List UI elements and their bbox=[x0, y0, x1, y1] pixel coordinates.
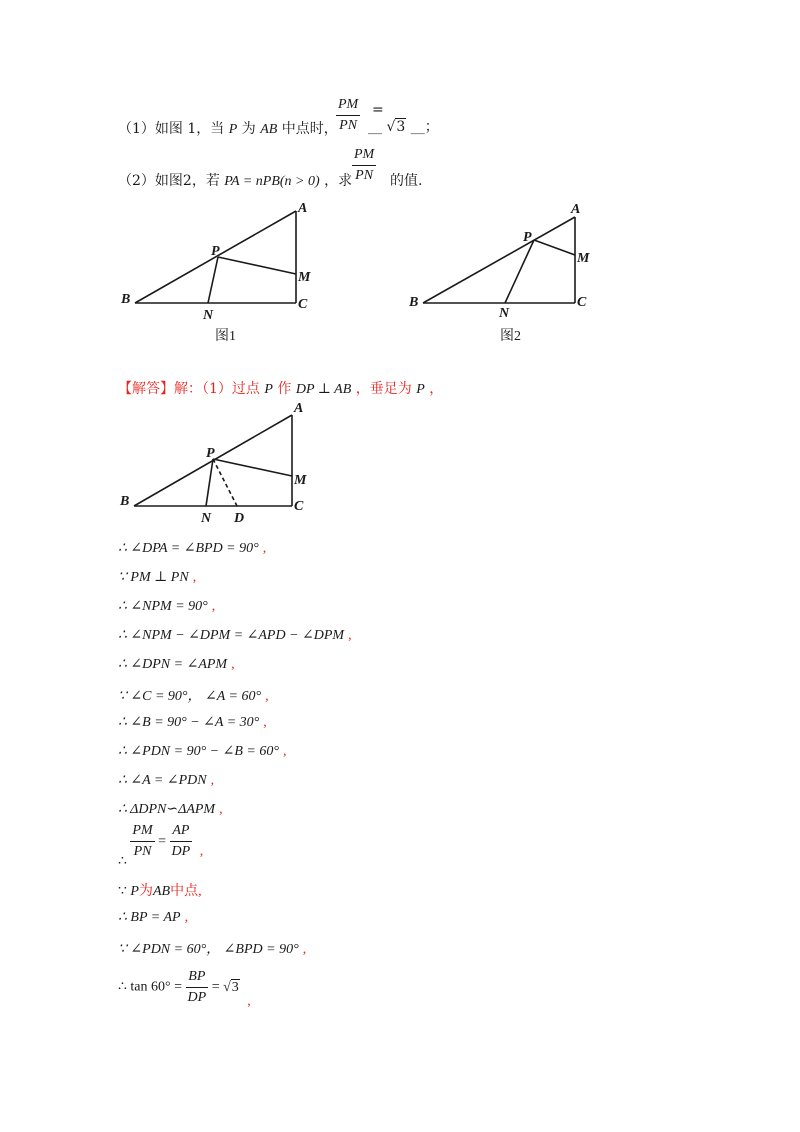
fig1-caption: 图1 bbox=[215, 329, 236, 344]
q1-answer: = bbox=[372, 102, 384, 118]
step-10: ∴ ΔDPN∽ΔAPM , bbox=[118, 802, 223, 817]
fig3-label-P: P bbox=[206, 446, 215, 461]
step-fraction: ∴ $\frac{PM}{PN}$ = $\frac{AP}{DP}$ , bbox=[118, 823, 204, 869]
fig1-label-M: M bbox=[298, 270, 311, 285]
fig3-label-C: C bbox=[294, 499, 304, 514]
answer-tag: 【解答】 bbox=[118, 381, 174, 397]
sqrt-3: √3 bbox=[386, 119, 406, 135]
fig3-label-A: A bbox=[294, 401, 304, 416]
fig1-label-B: B bbox=[121, 292, 131, 307]
sqrt-3-tan: √3 bbox=[223, 979, 239, 995]
step-5: ∴ ∠DPN = ∠APM , bbox=[118, 657, 235, 672]
fig2-label-N: N bbox=[499, 306, 510, 321]
step-bp-ap: ∴ BP = AP , bbox=[118, 910, 189, 925]
fig2-label-A: A bbox=[571, 202, 581, 217]
figure-2 bbox=[395, 195, 615, 350]
q1-prefix: （1）如图 1，当 bbox=[118, 121, 225, 137]
q2-fraction: $\frac{PM}{PN}$ bbox=[354, 147, 375, 183]
step-3: ∴ ∠NPM = 90° , bbox=[118, 599, 216, 614]
fig2-label-P: P bbox=[523, 230, 532, 245]
q1-blank: __ √3 __； bbox=[368, 119, 439, 135]
fig2-label-C: C bbox=[577, 295, 587, 310]
fig3-label-B: B bbox=[120, 494, 130, 509]
figure-1 bbox=[115, 195, 335, 350]
fig2-caption: 图2 bbox=[500, 329, 521, 344]
fig3-label-D: D bbox=[234, 511, 245, 526]
fig3-label-M: M bbox=[294, 473, 307, 488]
fig3-label-N: N bbox=[201, 511, 212, 526]
q2-suffix: 的值. bbox=[390, 173, 423, 189]
question-1: （1）如图 1，当 P 为 AB 中点时， bbox=[118, 121, 338, 137]
fig2-label-M: M bbox=[577, 251, 590, 266]
fig1-label-C: C bbox=[298, 297, 308, 312]
fig1-label-N: N bbox=[203, 308, 214, 323]
question-2: （2）如图2，若 PA = nPB(n > 0) ，求 bbox=[118, 173, 353, 189]
step-4: ∴ ∠NPM − ∠DPM = ∠APD − ∠DPM , bbox=[118, 628, 352, 643]
step-7: ∴ ∠B = 90° − ∠A = 30° , bbox=[118, 715, 267, 730]
step-9: ∴ ∠A = ∠PDN , bbox=[118, 773, 215, 788]
step-2: ∵ PM ⊥ PN , bbox=[118, 570, 197, 585]
fig2-label-B: B bbox=[409, 295, 419, 310]
step-tan: ∴ tan 60° = $\frac{BP}{DP}$ = √3 , bbox=[118, 969, 251, 1009]
answer-heading: 【解答】解：（1）过点 P 作 DP ⊥ AB ，垂足为 P ， bbox=[118, 381, 444, 397]
figure-3 bbox=[112, 398, 322, 528]
fig1-label-A: A bbox=[298, 201, 308, 216]
q1-fraction: $\frac{PM}{PN}$ bbox=[338, 97, 359, 133]
step-1: ∴ ∠DPA = ∠BPD = 90° , bbox=[118, 541, 267, 556]
fig1-label-P: P bbox=[211, 244, 220, 259]
step-angles: ∵ ∠PDN = 60°， ∠BPD = 90° , bbox=[118, 942, 307, 957]
step-p-midpoint: ∵ P为AB中点, bbox=[118, 884, 202, 899]
step-8: ∴ ∠PDN = 90° − ∠B = 60° , bbox=[118, 744, 287, 759]
step-6: ∵ ∠C = 90°， ∠A = 60° , bbox=[118, 689, 269, 704]
